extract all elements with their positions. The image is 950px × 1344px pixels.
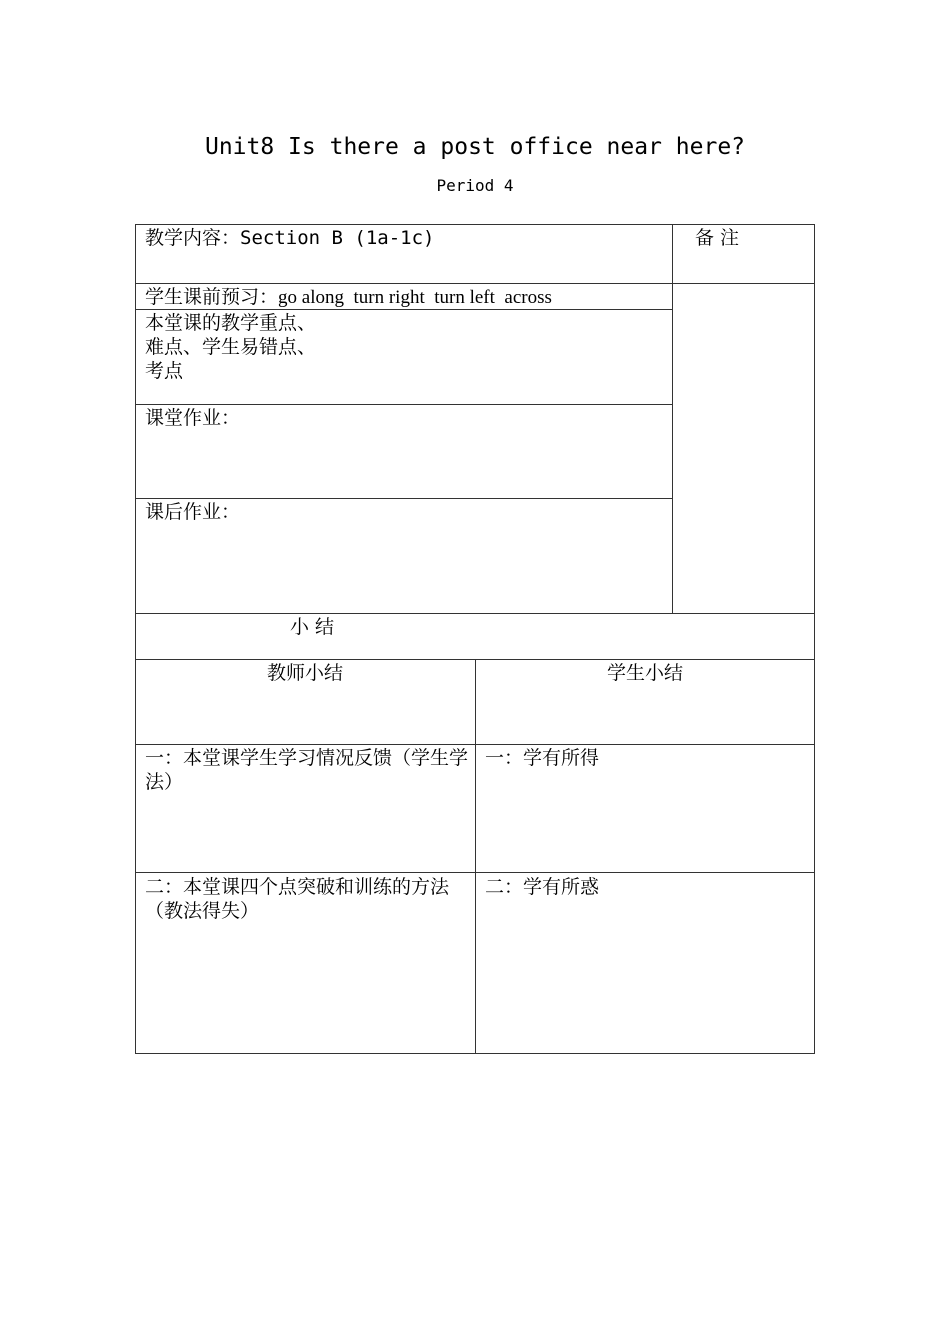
preview-value: go along turn right turn left across — [278, 287, 552, 308]
feedback-cell: 一：本堂课学生学习情况反馈（学生学 法） — [145, 747, 469, 793]
teaching-content-label: 教学内容： — [145, 227, 241, 249]
lesson-plan-table — [135, 224, 815, 1054]
methods-cell: 二：本堂课四个点突破和训练的方法（教法得失） — [145, 876, 450, 922]
remarks-header: 备 注 — [695, 227, 740, 249]
summary-label: 小 结 — [290, 616, 335, 638]
learned-cell: 一：学有所得 — [485, 747, 600, 769]
teaching-content — [145, 226, 434, 250]
rule — [135, 283, 673, 284]
teacher-summary-header: 教师小结 — [266, 662, 343, 684]
summary-divider — [475, 659, 476, 1054]
homework-label: 课后作业： — [145, 501, 241, 523]
rule — [135, 498, 673, 499]
rule — [135, 404, 673, 405]
table-border-top — [135, 224, 815, 225]
key-points-line: 本堂课的教学重点、 — [145, 312, 317, 334]
period-label: Period 4 — [436, 176, 514, 195]
key-points-line: 难点、学生易错点、 — [145, 336, 317, 358]
rule — [135, 613, 815, 614]
table-border-right — [814, 224, 815, 1054]
rule — [672, 283, 815, 284]
classwork-label: 课堂作业： — [145, 407, 241, 429]
table-border-left — [135, 224, 136, 1054]
preview-label: 学生课前预习： — [145, 286, 279, 308]
key-points-line: 考点 — [145, 360, 184, 382]
student-summary-header: 学生小结 — [606, 662, 683, 684]
teaching-content-value: Section B (1a-1c) — [240, 227, 435, 249]
preview — [145, 285, 552, 310]
feelings-cell: 二：学有所惑 — [485, 876, 600, 898]
document-title: Unit8 Is there a post office near here? — [204, 134, 746, 160]
key-points — [145, 311, 316, 383]
